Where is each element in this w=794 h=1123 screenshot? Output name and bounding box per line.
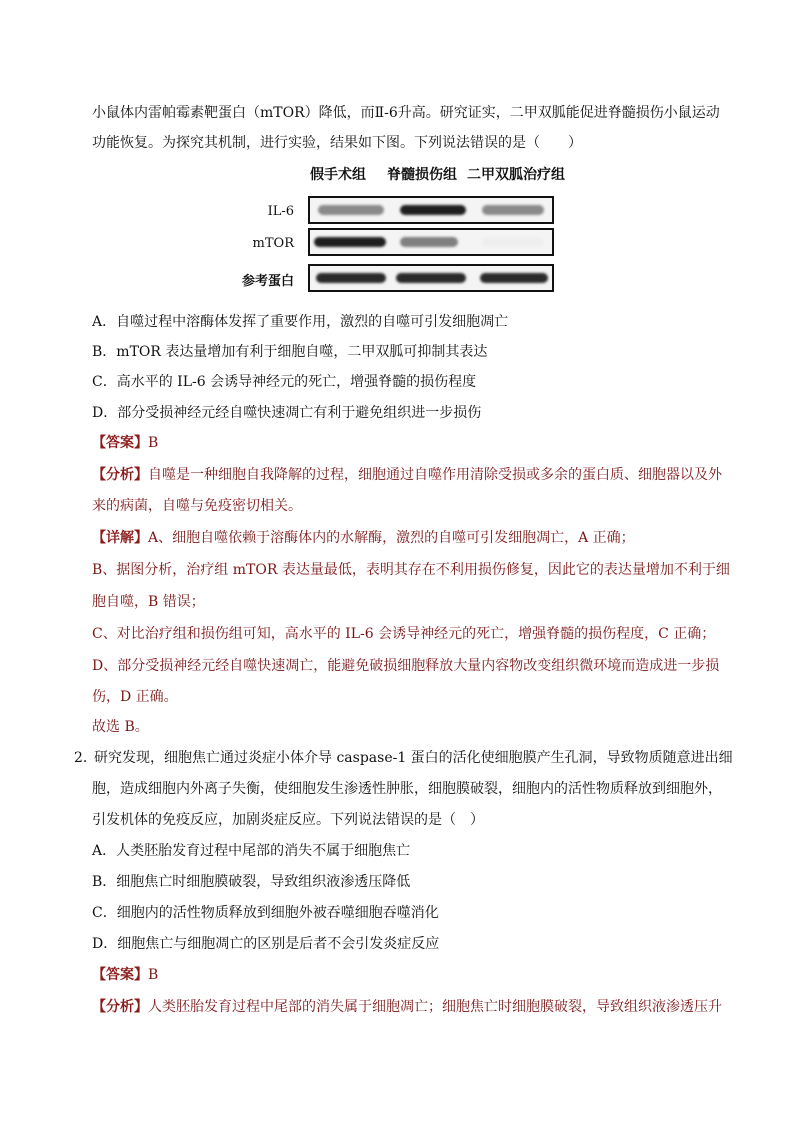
stem-line-2: 功能恢复。为探究其机制，进行实验，结果如下图。下列说法错误的是（ ）	[92, 135, 582, 151]
answer-tag: 【答案】	[92, 967, 148, 983]
question1-answer	[92, 434, 158, 452]
row-label-reference: 参考蛋白	[241, 274, 294, 289]
analysis-text: 自噬是一种细胞自我降解的过程，细胞通过自噬作用清除受损或多余的蛋白质、细胞器以及外	[148, 467, 722, 483]
answer-value: B	[148, 967, 159, 983]
blot-reference	[308, 264, 554, 292]
lane-header-injury: 脊髓损伤组	[387, 167, 457, 183]
option-a: A．自噬过程中溶酶体发挥了重要作用，激烈的自噬可引发细胞凋亡	[92, 314, 509, 330]
question2-option-b: B．细胞焦亡时细胞膜破裂，导致组织液渗透压降低	[92, 874, 411, 890]
band	[482, 237, 544, 247]
question2-stem-1: 研究发现，细胞焦亡通过炎症小体介导 caspase-1 蛋白的活化使细胞膜产生孔洞，导致物质随意进出细	[94, 750, 733, 766]
blot-mtor	[308, 228, 554, 256]
analysis-text: 人类胚胎发育过程中尾部的消失属于细胞凋亡；细胞焦亡时细胞膜破裂，导致组织液渗透压升	[148, 999, 722, 1015]
western-blot-figure	[230, 160, 590, 300]
option-d: D．部分受损神经元经自噬快速凋亡有利于避免组织进一步损伤	[92, 405, 482, 421]
blot-il6	[308, 196, 554, 224]
answer-value: B	[148, 435, 159, 451]
band	[318, 205, 384, 215]
band	[314, 237, 386, 247]
question2-analysis-line-1	[92, 998, 722, 1016]
question2-stem-2: 胞，造成细胞内外离子失衡，使细胞发生渗透性肿胀，细胞膜破裂，细胞内的活性物质释放到细胞外，	[92, 781, 722, 797]
question1-detail-c: C、对比治疗组和损伤组可知，高水平的 IL-6 会诱导神经元的死亡，增强脊髓的损伤程度，C 正确；	[92, 626, 716, 642]
band	[400, 237, 458, 247]
question1-detail-d-1: D、部分受损神经元经自噬快速凋亡，能避免破损细胞释放大量内容物改变组织微环境而造成进一步损	[92, 658, 720, 674]
question1-conclusion: 故选 B。	[92, 719, 149, 735]
question1-analysis-line-2: 来的病菌，自噬与免疫密切相关。	[92, 498, 302, 514]
question1-detail-b-2: 胞自噬，B 错误；	[92, 594, 205, 610]
band	[480, 273, 548, 283]
answer-tag: 【答案】	[92, 435, 148, 451]
question1-detail-b-1: B、据图分析，治疗组 mTOR 表达量最低，表明其存在不利用损伤修复，因此它的表达量增加不利于细	[92, 562, 730, 578]
row-label-il6: IL-6	[267, 204, 294, 219]
band	[482, 205, 544, 215]
question2-stem-3: 引发机体的免疫反应，加剧炎症反应。下列说法错误的是（ ）	[92, 812, 484, 828]
question1-analysis-line-1	[92, 466, 722, 484]
question1-detail-d-2: 伤，D 正确。	[92, 689, 178, 705]
question2-option-c: C．细胞内的活性物质释放到细胞外被吞噬细胞吞噬消化	[92, 905, 439, 921]
analysis-tag: 【分析】	[92, 467, 148, 483]
lane-header-metformin: 二甲双胍治疗组	[467, 167, 565, 183]
band	[400, 205, 466, 215]
stem-line-1: 小鼠体内雷帕霉素靶蛋白（mTOR）降低，而Ⅱ-6升高。研究证实，二甲双胍能促进脊髓损伤小鼠运动	[92, 105, 720, 121]
lane-header-sham: 假手术组	[310, 167, 366, 183]
question1-detail-a	[92, 529, 635, 547]
option-b: B．mTOR 表达量增加有利于细胞自噬，二甲双胍可抑制其表达	[92, 344, 488, 360]
detail-tag: 【详解】	[92, 530, 148, 546]
row-label-mtor: mTOR	[252, 236, 294, 251]
detail-a-text: A、细胞自噬依赖于溶酶体内的水解酶，激烈的自噬可引发细胞凋亡，A 正确；	[148, 530, 635, 546]
question2-answer	[92, 966, 158, 984]
analysis-tag: 【分析】	[92, 999, 148, 1015]
question2-option-a: A．人类胚胎发育过程中尾部的消失不属于细胞焦亡	[92, 843, 411, 859]
band	[316, 273, 386, 283]
band	[396, 273, 466, 283]
question2-option-d: D．细胞焦亡与细胞凋亡的区别是后者不会引发炎症反应	[92, 936, 440, 952]
option-c: C．高水平的 IL-6 会诱导神经元的死亡，增强脊髓的损伤程度	[92, 374, 477, 390]
question2-number: 2．	[74, 750, 97, 766]
